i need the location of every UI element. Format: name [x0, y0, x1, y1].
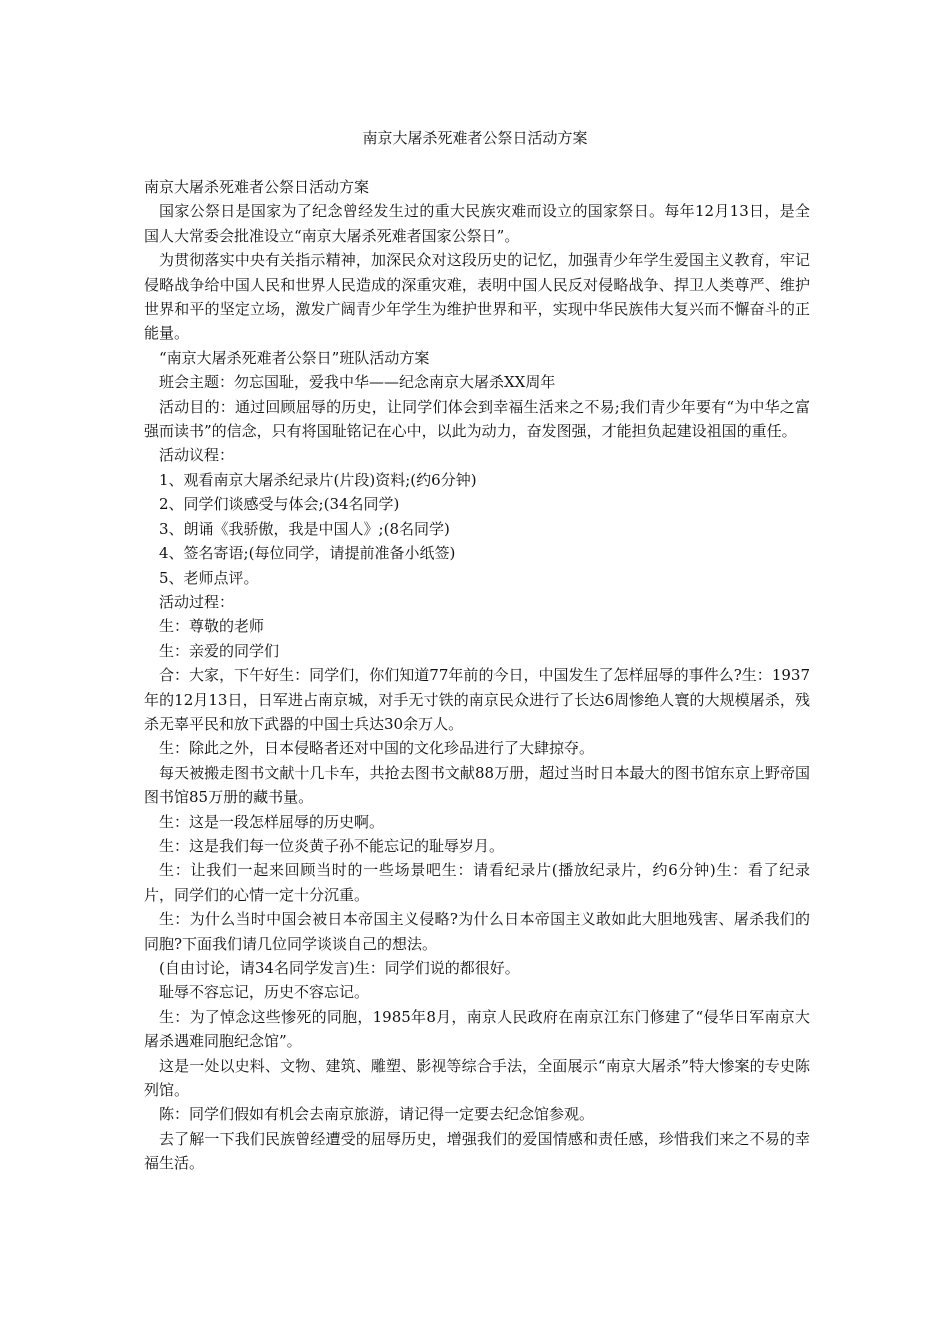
body-paragraph: 4、签名寄语;(每位同学，请提前准备小纸签) [159, 544, 456, 563]
body-paragraph: 这是一处以史料、文物、建筑、雕塑、影视等综合手法，全面展示“南京大屠杀”特大惨案的专史陈列馆。 [144, 1056, 810, 1100]
body-paragraph: 3、朗诵《我骄傲，我是中国人》;(8名同学) [159, 519, 450, 538]
body-paragraph: 班会主题：勿忘国耻，爱我中华——纪念南京大屠杀XX周年 [159, 373, 556, 392]
body-paragraph: 每天被搬走图书文献十几卡车，共抢去图书文献88万册，超过当时日本最大的图书馆东京上野帝国图书馆85万册的藏书量。 [144, 763, 810, 807]
body-paragraph: 生：这是一段怎样屈辱的历史啊。 [159, 812, 385, 831]
document-subtitle: 南京大屠杀死难者公祭日活动方案 [144, 178, 370, 196]
body-paragraph: 陈：同学们假如有机会去南京旅游，请记得一定要去纪念馆参观。 [159, 1105, 595, 1124]
body-paragraph: 国家公祭日是国家为了纪念曾经发生过的重大民族灾难而设立的国家祭日。每年12月13日，是全国人大常委会批准设立“南京大屠杀死难者国家公祭日”。 [144, 202, 810, 245]
body-paragraph: 生：这是我们每一位炎黄子孙不能忘记的耻辱岁月。 [159, 836, 505, 855]
document-title: 南京大屠杀死难者公祭日活动方案 [362, 129, 588, 147]
body-paragraph: 生：为了悼念这些惨死的同胞，1985年8月，南京人民政府在南京江东门修建了“侵华日军南京大屠杀遇难同胞纪念馆”。 [144, 1007, 810, 1051]
body-paragraph: 为贯彻落实中央有关指示精神，加深民众对这段历史的记忆，加强青少年学生爱国主义教育，牢记侵略战争给中国人民和世界人民造成的深重灾难，表明中国人民反对侵略战争、捍卫人类尊严、维护世界和平的坚定立场，激发广阔青少年学生为维护世界和平，实现中华民族伟大复兴而不懈奋斗的正能量。 [144, 251, 810, 343]
body-paragraph: 生：亲爱的同学们 [159, 641, 280, 660]
body-paragraph: “南京大屠杀死难者公祭日”班队活动方案 [159, 348, 430, 367]
body-paragraph: 生：除此之外，日本侵略者还对中国的文化珍品进行了大肆掠夺。 [159, 739, 595, 758]
body-paragraph: 2、同学们谈感受与体会;(34名同学) [159, 495, 400, 514]
body-paragraph: 活动议程： [159, 446, 235, 465]
body-paragraph: 活动目的：通过回顾屈辱的历史，让同学们体会到幸福生活来之不易;我们青少年要有“为中华之富强而读书”的信念，只有将国耻铭记在心中，以此为动力，奋发图强，才能担负起建设祖国的重任。 [144, 397, 810, 441]
body-paragraph: 1、观看南京大屠杀纪录片(片段)资料;(约6分钟) [159, 470, 477, 489]
body-paragraph: 耻辱不容忘记，历史不容忘记。 [159, 983, 370, 1002]
body-paragraph: 生：让我们一起来回顾当时的一些场景吧生：请看纪录片(播放纪录片，约6分钟)生：看了纪录片，同学们的心情一定十分沉重。 [144, 861, 810, 904]
body-paragraph: 生：尊敬的老师 [159, 617, 265, 636]
body-paragraph: 去了解一下我们民族曾经遭受的屈辱历史，增强我们的爱国情感和责任感，珍惜我们来之不易的幸福生活。 [144, 1129, 810, 1173]
body-paragraph: 5、老师点评。 [159, 568, 259, 587]
body-paragraph: 活动过程： [159, 592, 235, 611]
body-paragraph: 合：大家，下午好生：同学们，你们知道77年前的今日，中国发生了怎样屈辱的事件么?生：1937年的12月13日，日军进占南京城，对手无寸铁的南京民众进行了长达6周惨绝人寰的大规模屠杀，残杀无辜平民和放下武器的中国士兵达30余万人。 [144, 666, 810, 733]
body-paragraph: (自由讨论，请34名同学发言)生：同学们说的都很好。 [159, 959, 520, 977]
document-body [144, 175, 810, 1176]
body-paragraph: 生：为什么当时中国会被日本帝国主义侵略?为什么日本帝国主义敢如此大胆地残害、屠杀我们的同胞?下面我们请几位同学谈谈自己的想法。 [144, 910, 810, 953]
